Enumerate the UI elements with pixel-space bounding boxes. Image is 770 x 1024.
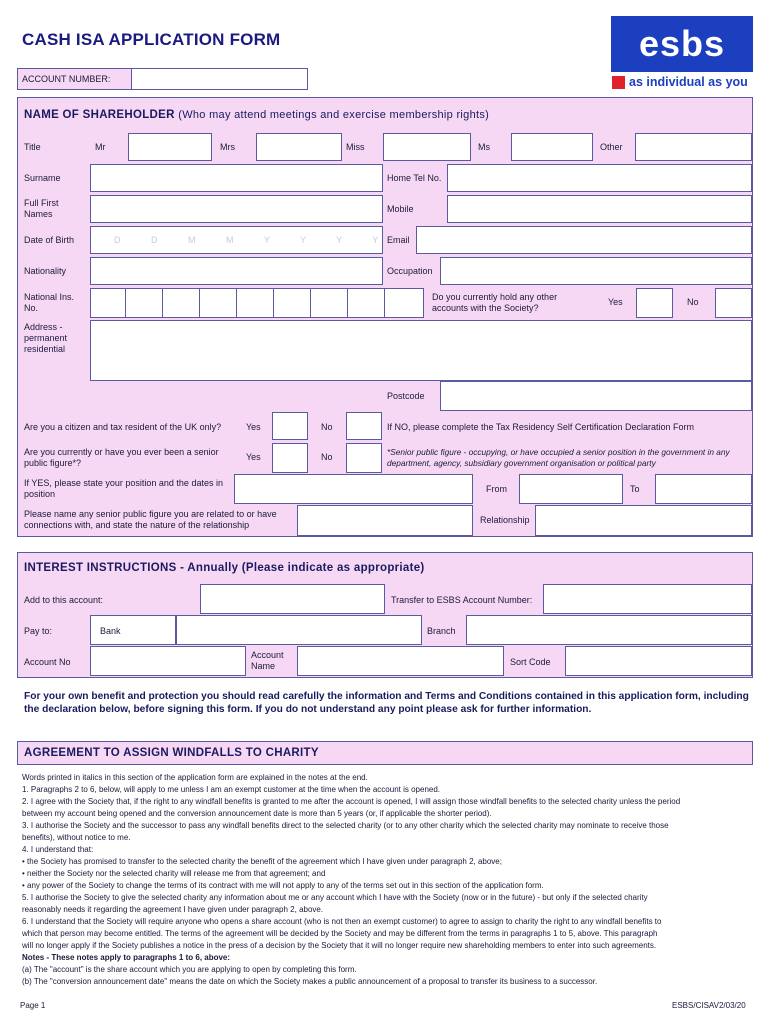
branch-input[interactable] [466,615,752,645]
agreement-item: between my account being opened and the conversion announcement date is more than 5 years (or, if applicable the shorter period). [22,809,492,818]
agreement-item: 4. I understand that: [22,845,94,854]
public-figure-note: *Senior public figure - occupying, or have occupied a senior position in the government in any department, agency, subsidiary government organisation or political party [387,447,730,468]
ni-char-box[interactable] [236,288,274,318]
surname-label: Surname [24,173,61,183]
esbs-logo: esbs [611,16,753,72]
page-number: Page 1 [20,1001,46,1010]
notice-text: For your own benefit and protection you should read carefully the information and Terms and Conditions contained in this application form, including the declaration below, before signing this form. If you do not understand any point please ask for further information. [24,691,749,715]
agreement-note-b: (b) The "conversion announcement date" means the date on which the Society makes a public announcement of a proposal to transfer its business to a successor. [22,977,598,986]
address-label: Address - permanent residential [24,322,68,354]
uk-resident-yes-label: Yes [246,422,261,432]
other-accounts-yes-label: Yes [608,297,623,307]
uk-resident-no-label: No [321,422,333,432]
related-name-input[interactable] [297,505,473,536]
email-input[interactable] [416,226,752,254]
agreement-item: 2. I agree with the Society that, if the right to any windfall benefits is granted to me after the account is opened, I will assign those windfall benefits to the selected charity unless the period [22,797,681,806]
bank-input[interactable] [176,615,422,645]
tagline: as individual as you [629,75,748,89]
dob-placeholder: D D M M Y Y Y Y [114,235,393,245]
position-question: If YES, please state your position and the dates in position [24,478,223,499]
add-to-account-label: Add to this account: [24,595,104,605]
title-mr-checkbox[interactable] [128,133,212,161]
email-label: Email [387,235,410,245]
agreement-note-a: (a) The "account" is the share account which you are applying to open by completing this form. [22,965,357,974]
agreement-item: 6. I understand that the Society will require anyone who opens a share account (who is not then an exempt customer) to agree to assign to charity the right to any windfall benefits to [22,917,662,926]
related-question: Please name any senior public figure you are related to or have connections with, and state the nature of the relationship [24,509,277,530]
agreement-item: benefits), without notice to me. [22,833,131,842]
ni-label: National Ins. No. [24,292,75,313]
full-first-names-input[interactable] [90,195,383,223]
agreement-item: • neither the Society nor the selected charity will release me from that agreement; and [22,869,326,878]
ni-char-box[interactable] [310,288,348,318]
ni-char-box[interactable] [90,288,126,318]
nationality-input[interactable] [90,257,383,285]
uk-resident-no-checkbox[interactable] [346,412,382,440]
public-figure-yes-label: Yes [246,452,261,462]
account-no-label: Account No [24,657,71,667]
ni-char-box[interactable] [347,288,385,318]
transfer-label: Transfer to ESBS Account Number: [391,595,533,605]
surname-input[interactable] [90,164,383,192]
other-accounts-no-checkbox[interactable] [715,288,752,318]
form-code: ESBS/CISAV2/03/20 [672,1001,746,1010]
public-figure-no-checkbox[interactable] [346,443,382,473]
account-no-input[interactable] [90,646,246,676]
tax-residency-note: If NO, please complete the Tax Residency Self Certification Declaration Form [387,422,694,432]
logo-red-square [612,76,625,89]
home-tel-input[interactable] [447,164,752,192]
agreement-item: will no longer apply if the Society publishes a notice in the press of a decision by the Society that it will no longer require new shareholding members to enter into such agreements. [22,941,657,950]
agreement-intro: Words printed in italics in this section of the application form are explained in the notes at the end. [22,773,368,782]
public-figure-question: Are you currently or have you ever been a senior public figure*? [24,447,219,468]
other-accounts-yes-checkbox[interactable] [636,288,673,318]
uk-resident-yes-checkbox[interactable] [272,412,308,440]
ni-char-box[interactable] [199,288,237,318]
ni-char-box[interactable] [125,288,163,318]
mobile-label: Mobile [387,204,414,214]
interest-heading: INTEREST INSTRUCTIONS - Annually (Please indicate as appropriate) [24,562,425,574]
home-tel-label: Home Tel No. [387,173,442,183]
account-number-label: ACCOUNT NUMBER: [22,74,111,84]
postcode-input[interactable] [440,381,752,411]
bank-label: Bank [100,626,121,636]
agreement-item: • any power of the Society to change the terms of its contract with me will not apply to any of the terms set out in this section of the application form. [22,881,544,890]
title-mrs-label: Mrs [220,142,235,152]
dob-label: Date of Birth [24,235,75,245]
title-mrs-checkbox[interactable] [256,133,342,161]
nationality-label: Nationality [24,266,67,276]
agreement-item: which that person may become entitled. The terms of the agreement will be decided by the Society and may be different from the terms in paragraphs 1 to 5, above. This paragraph [22,929,658,938]
account-number-input[interactable] [131,68,308,90]
relationship-label: Relationship [480,515,530,525]
uk-resident-question: Are you a citizen and tax resident of the UK only? [24,422,222,432]
agreement-item: • the Society has promised to transfer to the selected charity the benefit of the agreement which I have given under paragraph 2, above; [22,857,502,866]
agreement-item: 1. Paragraphs 2 to 6, below, will apply to me unless I am an exempt customer at the time when the account is opened. [22,785,441,794]
to-label: To [630,484,640,494]
ni-char-box[interactable] [273,288,311,318]
shareholder-heading: NAME OF SHAREHOLDER (Who may attend meetings and exercise membership rights) [24,109,490,121]
account-name-label: Account Name [251,650,284,671]
agreement-item: reasonably needs it regarding the agreement I have given under paragraph 2, above. [22,905,324,914]
to-input[interactable] [655,474,752,504]
address-input[interactable] [90,320,752,381]
transfer-account-input[interactable] [543,584,752,614]
agreement-item: 3. I authorise the Society and the successor to pass any windfall benefits direct to the selected charity (or to any other charity which the selected charity may nominate to receive those [22,821,669,830]
occupation-label: Occupation [387,266,433,276]
agreement-item: 5. I authorise the Society to give the selected charity any information about me or any account which I have with the Society (now or in the future) - but only if the selected charity [22,893,648,902]
postcode-label: Postcode [387,391,425,401]
agreement-notes: Notes - These notes apply to paragraphs 1 to 6, above: [22,953,231,962]
title-ms-checkbox[interactable] [511,133,593,161]
public-figure-yes-checkbox[interactable] [272,443,308,473]
sort-code-label: Sort Code [510,657,551,667]
title-miss-checkbox[interactable] [383,133,471,161]
pay-to-label: Pay to: [24,626,53,636]
relationship-input[interactable] [535,505,752,536]
other-accounts-question: Do you currently hold any other accounts with the Society? [432,292,558,313]
title-ms-label: Ms [478,142,490,152]
public-figure-no-label: No [321,452,333,462]
position-input[interactable] [234,474,473,504]
add-to-account-checkbox[interactable] [200,584,385,614]
from-input[interactable] [519,474,623,504]
title-label: Title [24,142,41,152]
other-accounts-no-label: No [687,297,699,307]
branch-label: Branch [427,626,456,636]
occupation-input[interactable] [440,257,752,285]
title-other-label: Other [600,142,623,152]
ni-char-box[interactable] [162,288,200,318]
sort-code-input[interactable] [565,646,752,676]
title-miss-label: Miss [346,142,365,152]
ni-char-box[interactable] [384,288,424,318]
title-mr-label: Mr [95,142,106,152]
account-name-input[interactable] [297,646,504,676]
title-other-input[interactable] [635,133,752,161]
page-title: CASH ISA APPLICATION FORM [22,30,281,49]
mobile-input[interactable] [447,195,752,223]
full-first-names-label: Full First Names [24,198,59,219]
agreement-heading: AGREEMENT TO ASSIGN WINDFALLS TO CHARITY [24,747,319,759]
from-label: From [486,484,507,494]
